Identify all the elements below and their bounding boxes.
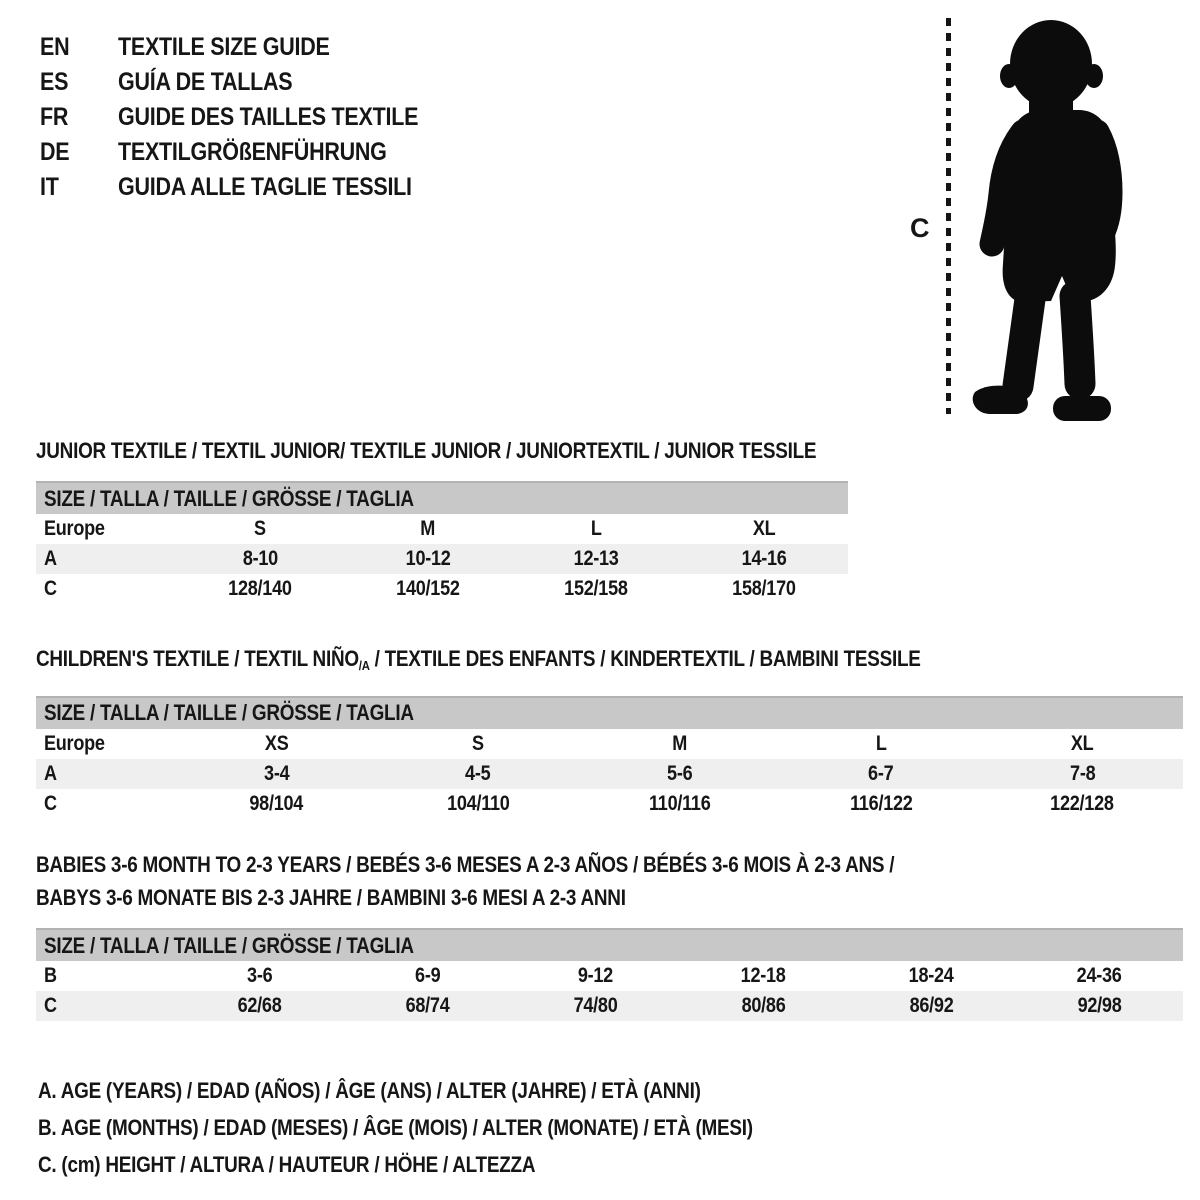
table-cell-text: 3-6 [247, 964, 273, 987]
height-dashed-line [946, 18, 951, 414]
table-cell-text: 3-4 [264, 761, 290, 785]
table-title-text: BABIES 3-6 MONTH TO 2-3 YEARS / BEBÉS 3-6 MESES A 2-3 AÑOS / BÉBÉS 3-6 MOIS À 2-3 ANS / [36, 852, 895, 877]
babies-textile-table [36, 848, 1183, 1021]
table-cell-text: 4-5 [465, 761, 491, 785]
table-cell-text: 10-12 [405, 547, 451, 570]
table-title-text: / TEXTILE DES ENFANTS / KINDERTEXTIL / BAMBINI TESSILE [369, 646, 921, 671]
table-cell [176, 547, 344, 571]
table-rows [36, 514, 848, 604]
height-measure-figure [900, 10, 1200, 430]
language-code: FR [40, 103, 69, 131]
size-header-text: SIZE / TALLA / TAILLE / GRÖSSE / TAGLIA [44, 700, 414, 726]
table-cell-text: 8-10 [242, 547, 278, 570]
table-cell [377, 732, 578, 756]
row-label [36, 762, 176, 786]
table-title [36, 642, 1183, 682]
table-cell-text: 12-13 [573, 547, 619, 570]
table-cell-text: 110/116 [648, 791, 711, 815]
language-code: IT [40, 173, 59, 201]
row-label [36, 547, 176, 571]
language-row-de [40, 135, 467, 170]
row-label [36, 517, 176, 541]
table-title-text: BABYS 3-6 MONATE BIS 2-3 JAHRE / BAMBINI 3-6 MESI A 2-3 ANNI [36, 885, 626, 910]
table-cell [377, 792, 578, 816]
table-title-text: JUNIOR TEXTILE / TEXTIL JUNIOR/ TEXTILE JUNIOR / JUNIORTEXTIL / JUNIOR TESSILE [36, 438, 817, 463]
table-cell [780, 792, 981, 816]
junior-textile-table [36, 434, 848, 604]
table-title [36, 434, 848, 467]
table-cell-text: 152/158 [564, 577, 628, 600]
language-row-es [40, 65, 467, 100]
table-cell [847, 964, 1015, 988]
language-label: TEXTILE SIZE GUIDE [118, 33, 330, 61]
table-cell [176, 517, 344, 541]
table-cell-text: XL [752, 517, 776, 540]
table-cell-text: 7-8 [1069, 761, 1095, 785]
table-cell-text: L [875, 731, 887, 755]
table-title-line [36, 848, 894, 881]
table-rows [36, 961, 1183, 1021]
table-title-line [36, 642, 921, 682]
table-cell-text: 6-9 [415, 964, 441, 987]
table-row [36, 961, 1183, 991]
table-cell [176, 792, 377, 816]
table-cell-text: M [420, 517, 436, 540]
table-cell-text: M [672, 731, 687, 755]
table-cell [982, 732, 1183, 756]
table-cell [344, 994, 512, 1018]
table-cell-text: XL [1070, 731, 1094, 755]
table-cell-text: 12-18 [740, 964, 786, 987]
table-cell [679, 964, 847, 988]
table-cell [579, 792, 780, 816]
row-label [36, 577, 176, 601]
table-cell [377, 762, 578, 786]
table-cell [512, 994, 680, 1018]
table-cell-text: 14-16 [741, 547, 787, 570]
language-code: DE [40, 138, 70, 166]
table-title-text: /A [358, 657, 370, 673]
table-rows [36, 729, 1183, 819]
table-row [36, 574, 848, 604]
table-row [36, 759, 1183, 789]
table-cell [176, 732, 377, 756]
table-cell [176, 964, 344, 988]
table-cell [579, 732, 780, 756]
language-row-fr [40, 100, 467, 135]
size-header-text: SIZE / TALLA / TAILLE / GRÖSSE / TAGLIA [44, 485, 414, 511]
table-cell [512, 547, 680, 571]
table-cell [780, 762, 981, 786]
legend-line-height [38, 1146, 869, 1183]
size-header-bar [36, 696, 1183, 729]
table-cell-text: 104/110 [446, 791, 510, 815]
table-cell [982, 762, 1183, 786]
toddler-silhouette-image [958, 12, 1140, 424]
table-cell-text: 6-7 [868, 761, 894, 785]
table-row [36, 514, 848, 544]
table-cell [344, 547, 512, 571]
size-header-bar [36, 928, 1183, 961]
row-label-text: B [44, 964, 57, 987]
table-cell [512, 517, 680, 541]
table-cell-text: 86/92 [909, 994, 954, 1017]
table-cell [512, 964, 680, 988]
legend-text: B. AGE (MONTHS) / EDAD (MESES) / ÂGE (MOIS) / ALTER (MONATE) / ETÀ (MESI) [38, 1115, 753, 1140]
row-label-text: C [44, 577, 57, 600]
legend-text: C. (cm) HEIGHT / ALTURA / HAUTEUR / HÖHE / ALTEZZA [38, 1152, 536, 1177]
legend [38, 1072, 869, 1183]
size-header-text: SIZE / TALLA / TAILLE / GRÖSSE / TAGLIA [44, 932, 414, 958]
table-cell-text: 92/98 [1077, 994, 1122, 1017]
table-title-line [36, 881, 626, 914]
table-cell [1015, 994, 1183, 1018]
language-row-it [40, 170, 467, 205]
table-row [36, 789, 1183, 819]
table-title-line [36, 434, 816, 467]
language-code: EN [40, 33, 70, 61]
table-cell-text: 80/86 [741, 994, 786, 1017]
table-cell [176, 577, 344, 601]
table-cell-text: 18-24 [908, 964, 954, 987]
table-cell [344, 577, 512, 601]
table-cell [780, 732, 981, 756]
table-cell-text: S [472, 731, 484, 755]
language-list [40, 30, 467, 205]
table-title-text: CHILDREN'S TEXTILE / TEXTIL NIÑO [36, 646, 359, 671]
table-cell-text: 68/74 [405, 994, 450, 1017]
table-cell-text: 74/80 [573, 994, 618, 1017]
table-cell [680, 577, 848, 601]
row-label [36, 994, 176, 1018]
table-cell-text: 158/170 [732, 577, 796, 600]
language-code: ES [40, 68, 69, 96]
language-label: GUIDA ALLE TAGLIE TESSILI [118, 173, 412, 201]
table-row [36, 991, 1183, 1021]
table-cell-text: XS [264, 731, 289, 755]
row-label-text: C [44, 994, 57, 1017]
row-label [36, 964, 176, 988]
table-row [36, 729, 1183, 759]
table-cell-text: L [590, 517, 602, 540]
table-title [36, 848, 1183, 914]
table-cell [982, 792, 1183, 816]
height-measure-label: C [910, 213, 930, 243]
table-cell-text: 98/104 [249, 791, 304, 815]
table-cell-text: 122/128 [1050, 791, 1115, 815]
table-cell-text: 140/152 [396, 577, 460, 600]
legend-line-age-months [38, 1109, 869, 1146]
language-label: GUIDE DES TAILLES TEXTILE [118, 103, 419, 131]
table-cell-text: 128/140 [228, 577, 292, 600]
row-label-text: Europe [44, 731, 105, 755]
legend-text: A. AGE (YEARS) / EDAD (AÑOS) / ÂGE (ANS) / ALTER (JAHRE) / ETÀ (ANNI) [38, 1078, 701, 1103]
language-label: GUÍA DE TALLAS [118, 68, 293, 96]
table-cell-text: 5-6 [666, 761, 693, 785]
row-label [36, 792, 176, 816]
row-label [36, 732, 176, 756]
table-cell [176, 994, 344, 1018]
row-label-text: Europe [44, 517, 105, 540]
table-cell [847, 994, 1015, 1018]
table-row [36, 544, 848, 574]
table-cell-text: 9-12 [577, 964, 614, 987]
language-label: TEXTILGRÖßENFÜHRUNG [118, 138, 387, 166]
table-cell [680, 547, 848, 571]
table-cell [679, 994, 847, 1018]
childrens-textile-table [36, 642, 1183, 819]
size-header-bar [36, 481, 848, 514]
row-label-text: C [44, 791, 57, 815]
table-cell [344, 964, 512, 988]
row-label-text: A [44, 547, 57, 570]
table-cell [512, 577, 680, 601]
table-cell [1015, 964, 1183, 988]
language-row-en [40, 30, 467, 65]
table-cell [344, 517, 512, 541]
table-cell-text: 62/68 [237, 994, 282, 1017]
table-cell-text: 24-36 [1076, 964, 1122, 987]
table-cell [680, 517, 848, 541]
table-cell [579, 762, 780, 786]
table-cell-text: 116/122 [849, 791, 913, 815]
row-label-text: A [44, 761, 57, 785]
table-cell [176, 762, 377, 786]
legend-line-age-years [38, 1072, 869, 1109]
table-cell-text: S [254, 517, 266, 540]
